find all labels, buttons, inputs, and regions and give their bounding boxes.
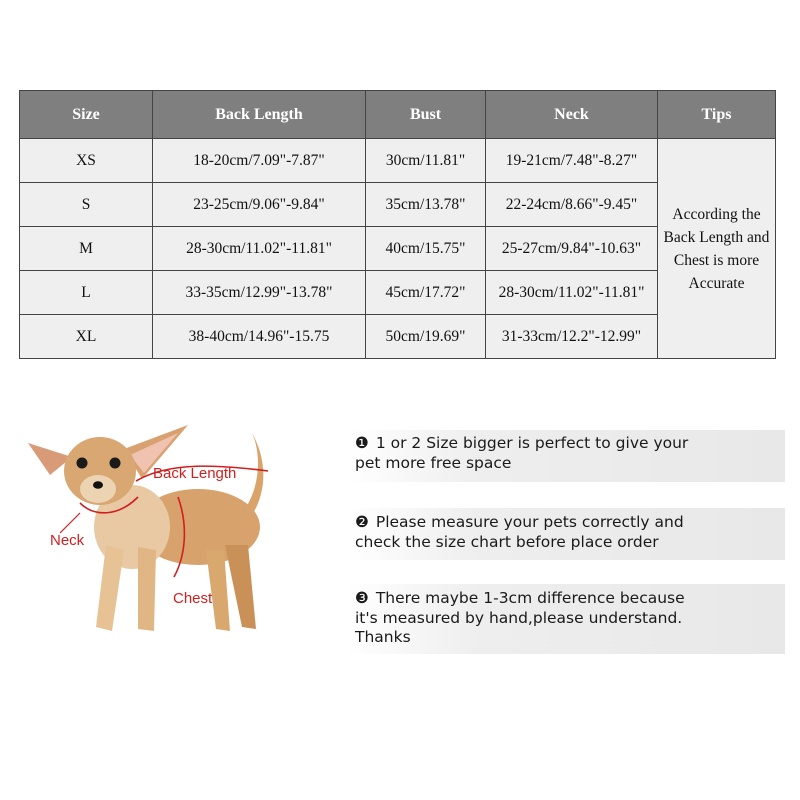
tip-line: check the size chart before place order <box>355 532 659 551</box>
tip-line: Please measure your pets correctly and <box>375 513 684 531</box>
dog-front-leg <box>96 545 124 631</box>
tip-line: There maybe 1-3cm difference because <box>375 589 685 607</box>
table-row <box>20 139 776 183</box>
size-chart-table <box>19 90 776 359</box>
cell-bust: 35cm/13.78" <box>366 183 486 227</box>
dog-eye <box>110 458 121 469</box>
tip-size-bigger <box>347 430 785 482</box>
back-length-label: Back Length <box>153 465 237 482</box>
cell-size: XL <box>20 315 153 359</box>
cell-bust: 40cm/15.75" <box>366 227 486 271</box>
cell-back-length: 28-30cm/11.02"-11.81" <box>153 227 366 271</box>
dog-muzzle <box>80 475 116 503</box>
tip-line: pet more free space <box>355 453 512 472</box>
cell-back-length: 23-25cm/9.06"-9.84" <box>153 183 366 227</box>
dog-back-leg <box>225 545 256 629</box>
cell-bust: 30cm/11.81" <box>366 139 486 183</box>
table-header-row <box>20 91 776 139</box>
cell-back-length: 33-35cm/12.99"-13.78" <box>153 271 366 315</box>
cell-size: L <box>20 271 153 315</box>
header-back-length: Back Length <box>153 91 366 139</box>
cell-size: M <box>20 227 153 271</box>
cell-bust: 50cm/19.69" <box>366 315 486 359</box>
tip-measure-correctly <box>347 508 785 560</box>
header-size: Size <box>20 91 153 139</box>
cell-size: XS <box>20 139 153 183</box>
dog-nose <box>93 481 103 489</box>
dog-eye <box>77 458 88 469</box>
cell-back-length: 38-40cm/14.96"-15.75 <box>153 315 366 359</box>
header-neck: Neck <box>486 91 658 139</box>
cell-neck: 28-30cm/11.02"-11.81" <box>486 271 658 315</box>
dog-measurement-diagram <box>20 405 320 650</box>
cell-back-length: 18-20cm/7.09"-7.87" <box>153 139 366 183</box>
cell-size: S <box>20 183 153 227</box>
cell-tips: According the Back Length and Chest is more Accurate <box>658 139 776 359</box>
chest-label: Chest <box>173 590 213 607</box>
cell-neck: 19-21cm/7.48"-8.27" <box>486 139 658 183</box>
tip-measurement-difference <box>347 584 785 654</box>
cell-neck: 22-24cm/8.66"-9.45" <box>486 183 658 227</box>
header-tips: Tips <box>658 91 776 139</box>
number-2-icon: ❷ <box>355 513 369 531</box>
cell-bust: 45cm/17.72" <box>366 271 486 315</box>
tip-line: it's measured by hand,please understand. <box>355 608 683 627</box>
number-3-icon: ❸ <box>355 589 369 607</box>
chihuahua-illustration <box>20 405 320 650</box>
number-1-icon: ❶ <box>355 434 369 452</box>
tip-line: Thanks <box>355 628 411 646</box>
neck-pointer-line <box>60 513 80 533</box>
cell-neck: 25-27cm/9.84"-10.63" <box>486 227 658 271</box>
tip-line: 1 or 2 Size bigger is perfect to give your <box>375 434 689 452</box>
dog-front-leg <box>138 547 156 631</box>
neck-label: Neck <box>50 532 85 549</box>
cell-neck: 31-33cm/12.2"-12.99" <box>486 315 658 359</box>
header-bust: Bust <box>366 91 486 139</box>
